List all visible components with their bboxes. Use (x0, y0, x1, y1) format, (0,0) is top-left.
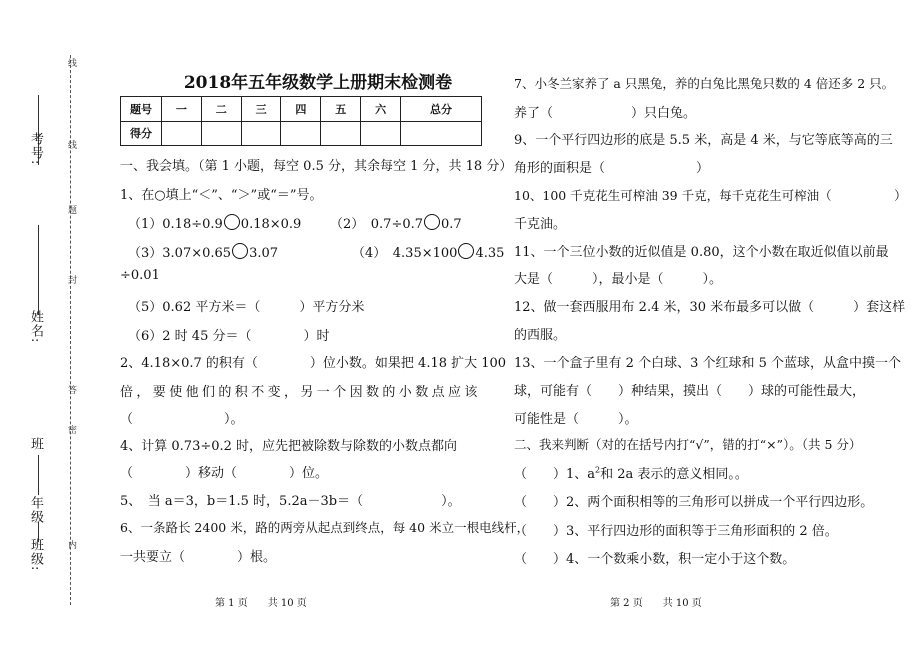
judge-4: （ ）4、一个数乘小数，积一定小于这个数。 (514, 552, 796, 567)
seal-char: 密 (66, 425, 76, 434)
q1-2-right: 0.7 (441, 217, 462, 232)
question-10-line-2: 千克油。 (514, 217, 567, 232)
seal-char: 封 (66, 275, 76, 284)
score-cell[interactable] (361, 121, 401, 146)
question-10-line-1: 10、100 千克花生可榨油 39 千克，每千克花生可榨油（ ） (514, 188, 907, 203)
question-1-4 (352, 242, 504, 261)
table-header-cell: 题号 (121, 97, 162, 122)
score-table (120, 96, 482, 146)
question-13-line-2: 球，可能有（ ）种结果，摸出（ ）球的可能性最大， (514, 384, 866, 399)
grade-label: 年级 (28, 496, 43, 524)
exam-no-label: 考号: (28, 132, 43, 166)
question-12-line-1: 12、做一套西服用布 2.4 米，30 米布最多可以做（ ）套这样 (514, 300, 906, 315)
seal-char: 内 (66, 540, 76, 549)
section-1-heading: 一、我会填。（第 1 小题，每空 0.5 分，其余每空 1 分，共 18 分） (120, 159, 513, 174)
judge-3: （ ）3、平行四边形的面积等于三角形面积的 2 倍。 (514, 524, 838, 539)
compare-circle[interactable] (458, 243, 474, 259)
score-cell[interactable] (241, 121, 281, 146)
superscript: 2 (595, 465, 601, 475)
compare-circle[interactable] (424, 214, 440, 230)
judge-1 (514, 463, 748, 482)
question-9-line-2: 角形的面积是（ ） (514, 161, 710, 176)
page-title: 2018年五年级数学上册期末检测卷 (183, 73, 453, 93)
question-1-3 (128, 242, 278, 261)
q1-1-right: 0.18×0.9 (240, 217, 302, 232)
question-4-line-1: 4、计算 0.73÷0.2 时，应先把被除数与除数的小数点都向 (120, 439, 458, 454)
name-underline (38, 225, 39, 315)
class-label: 班级: (28, 538, 43, 572)
binding-dashed-line (70, 55, 71, 605)
question-6-line-2: 一共要立（ ）根。 (120, 550, 277, 565)
ban-label: 班 (28, 437, 43, 451)
q1-4-left: （4） 4.35×100 (352, 246, 458, 261)
question-6-line-1: 6、一条路长 2400 米，路的两旁从起点到终点，每 40 米立一根电线杆， (120, 520, 530, 535)
table-header-cell: 二 (201, 97, 241, 122)
seal-char: 答 (66, 385, 76, 394)
table-row-label: 得分 (121, 121, 162, 146)
table-header-cell: 六 (361, 97, 401, 122)
question-7-line-1: 7、小冬兰家养了 a 只黑兔，养的白兔比黑兔只数的 4 倍还多 2 只。 (514, 76, 895, 91)
question-2-line-1: 2、4.18×0.7 的积有（ ）位小数。如果把 4.18 扩大 100 (120, 356, 507, 371)
score-cell[interactable] (162, 121, 202, 146)
table-header-cell: 四 (281, 97, 321, 122)
q1-3-right: 3.07 (249, 246, 279, 261)
question-13-line-1: 13、一个盒子里有 2 个白球、3 个红球和 5 个蓝球，从盒中摸一个 (514, 356, 902, 371)
table-header-cell: 一 (162, 97, 202, 122)
q1-2-left: （2） 0.7÷0.7 (330, 217, 424, 232)
question-1-6: （6）2 时 45 分＝（ ）时 (128, 329, 330, 344)
judge-1-start: （ ）1、a (514, 467, 596, 482)
question-1-5: （5）0.62 平方米＝（ ）平方分米 (128, 300, 365, 315)
score-cell[interactable] (281, 121, 321, 146)
question-11-line-1: 11、一个三位小数的近似值是 0.80，这个小数在取近似值以前最 (514, 245, 889, 260)
score-cell[interactable] (401, 121, 482, 146)
judge-2: （ ）2、两个面积相等的三角形可以拼成一个平行四边形。 (514, 495, 874, 510)
q1-1-left: （1）0.18÷0.9 (128, 217, 223, 232)
table-header-cell: 三 (241, 97, 281, 122)
page-footer-2: 第 2 页 共 10 页 (610, 598, 702, 609)
q1-4-right: 4.35 (475, 246, 505, 261)
seal-char: 线 (66, 58, 76, 67)
question-11-line-2: 大是（ ），最小是（ ）。 (514, 272, 723, 287)
seal-char: 线 (66, 140, 76, 149)
question-1-1 (128, 213, 301, 232)
compare-circle[interactable] (232, 243, 248, 259)
section-2-heading: 二、我来判断（对的在括号内打“√”，错的打“×”）。（共 5 分） (514, 437, 862, 452)
question-5: 5、 当 a＝3，b＝1.5 时，5.2a－3b＝（ ）。 (120, 494, 461, 509)
score-cell[interactable] (321, 121, 361, 146)
score-cell[interactable] (201, 121, 241, 146)
grade-underline (38, 455, 39, 495)
table-header-cell: 总分 (401, 97, 482, 122)
question-9-line-1: 9、一个平行四边形的底是 5.5 米，高是 4 米，与它等底等高的三 (514, 133, 893, 148)
question-2-line-3: （ ）。 (120, 412, 244, 427)
name-label: 姓名: (28, 310, 43, 344)
question-1: 1、在○填上“＜”、“＞”或“＝”号。 (120, 188, 323, 203)
page-footer-1: 第 1 页 共 10 页 (215, 598, 307, 609)
judge-1-end: 和 2a 表示的意义相同。。 (600, 467, 748, 482)
question-7-line-2: 养了（ ）只白兔。 (514, 106, 697, 121)
question-13-line-3: 可能性是（ ）。 (514, 412, 638, 427)
question-4-line-2: （ ）移动（ ）位。 (120, 466, 329, 481)
question-2-line-2: 倍，要使他们的积不变，另一个因数的小数点应该 (120, 385, 481, 400)
q1-3-left: （3）3.07×0.65 (128, 246, 232, 261)
question-12-line-2: 的西服。 (514, 328, 567, 343)
table-header-cell: 五 (321, 97, 361, 122)
question-1-2 (330, 213, 462, 232)
compare-circle[interactable] (224, 214, 240, 230)
question-1-4-cont: ÷0.01 (120, 268, 160, 283)
seal-char: 题 (66, 205, 76, 214)
